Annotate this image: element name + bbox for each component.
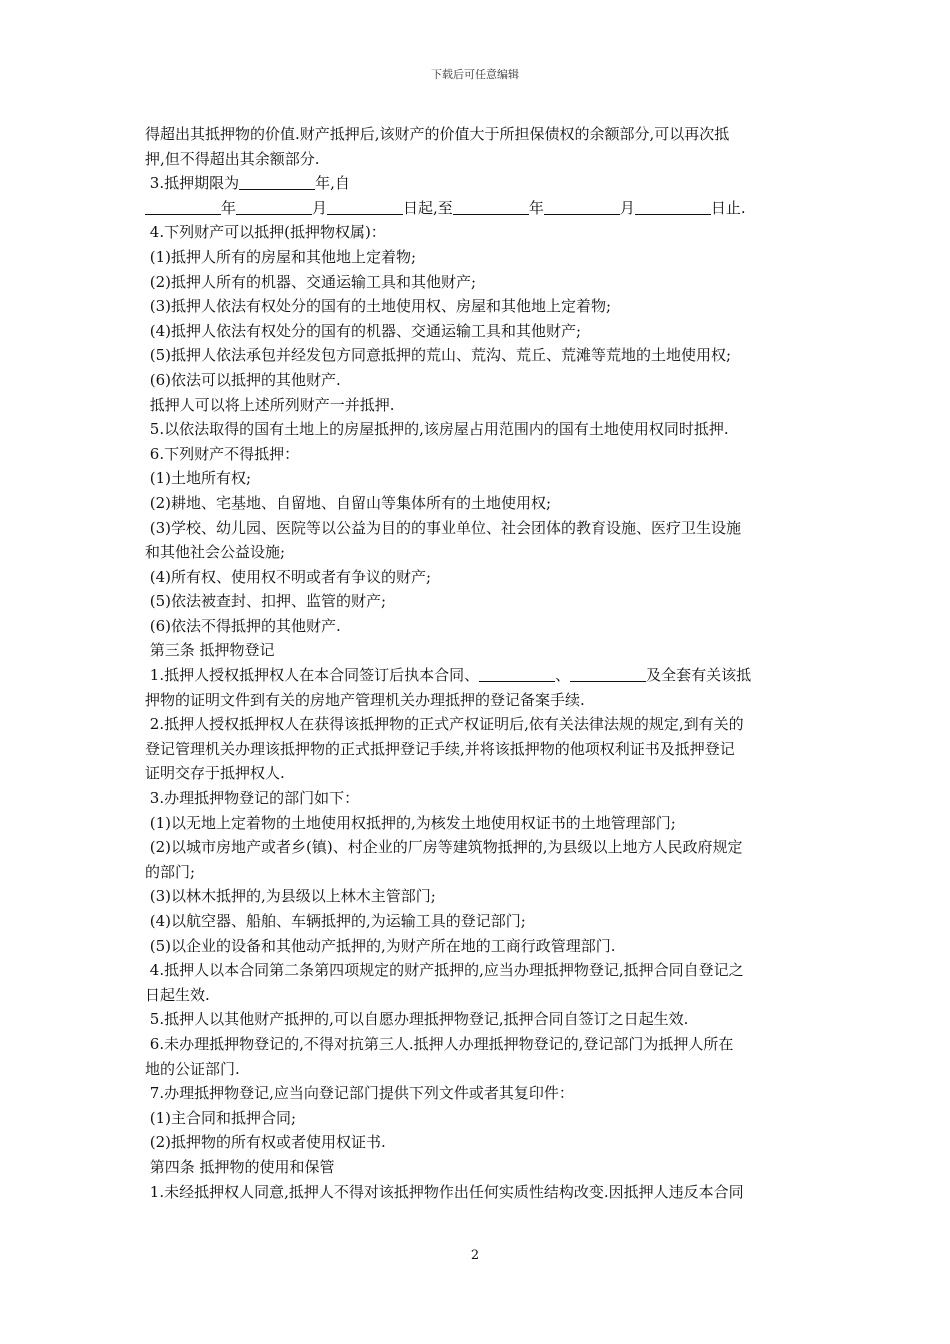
paragraph-line: 证明交存于抵押权人. xyxy=(145,764,285,783)
paragraph-line: 4.抵押人以本合同第二条第四项规定的财产抵押的,应当办理抵押物登记,抵押合同自登记之 xyxy=(145,961,744,980)
paragraph-line: (1)主合同和抵押合同; xyxy=(145,1108,297,1127)
label-end-day: 日止. xyxy=(710,198,746,217)
blank-end-month[interactable] xyxy=(544,198,620,215)
paragraph-line: (6)依法可以抵押的其他财产. xyxy=(145,370,341,389)
term-line xyxy=(145,171,807,196)
paragraph-line: (1)抵押人所有的房屋和其他地上定着物; xyxy=(145,247,417,266)
paragraph-line: 和其他社会公益设施; xyxy=(145,543,286,562)
label-month: 月 xyxy=(312,198,328,217)
paragraph-line: (5)以企业的设备和其他动产抵押的,为财产所在地的工商行政管理部门. xyxy=(145,936,616,955)
paragraph-line: (4)所有权、使用权不明或者有争议的财产; xyxy=(145,567,432,586)
separator: 、 xyxy=(555,666,571,685)
page-header: 下载后可任意编辑 xyxy=(431,68,519,81)
paragraph-line: 的部门; xyxy=(145,862,196,881)
paragraph-line: (3)以林木抵押的,为县级以上林木主管部门; xyxy=(145,887,436,906)
page-number: 2 xyxy=(470,1248,480,1263)
document-body xyxy=(145,122,807,1204)
paragraph-line: (1)以无地上定着物的土地使用权抵押的,为核发土地使用权证书的土地管理部门; xyxy=(145,813,676,832)
paragraph-line: (6)依法不得抵押的其他财产. xyxy=(145,616,341,635)
section-heading: 第三条 抵押物登记 xyxy=(145,641,275,660)
paragraph-line: 日起生效. xyxy=(145,985,210,1004)
paragraph-line: 5.抵押人以其他财产抵押的,可以自愿办理抵押物登记,抵押合同自签订之日起生效. xyxy=(145,1010,689,1029)
term-label: 3.抵押期限为 xyxy=(145,174,240,193)
paragraph-line: 登记管理机关办理该抵押物的正式抵押登记手续,并将该抵押物的他项权利证书及抵押登记 xyxy=(145,739,735,758)
section-heading: 第四条 抵押物的使用和保管 xyxy=(145,1157,335,1176)
documents-line xyxy=(145,663,807,688)
paragraph-line: (5)抵押人依法承包并经发包方同意抵押的荒山、荒沟、荒丘、荒滩等荒地的土地使用权; xyxy=(145,346,732,365)
paragraph-line: 6.未办理抵押物登记的,不得对抗第三人.抵押人办理抵押物登记的,登记部门为抵押人所在 xyxy=(145,1034,734,1053)
paragraph-line: 押,但不得超出其余额部分. xyxy=(145,149,320,168)
paragraph-line: 抵押人可以将上述所列财产一并抵押. xyxy=(145,395,395,414)
blank-start-day[interactable] xyxy=(327,198,403,215)
term-from-label: 年,自 xyxy=(315,174,350,193)
paragraph-line: 3.办理抵押物登记的部门如下： xyxy=(145,789,360,808)
paragraph-line: 得超出其抵押物的价值.财产抵押后,该财产的价值大于所担保债权的余额部分,可以再次抵 xyxy=(145,125,730,143)
documents-tail: 及全套有关该抵 xyxy=(646,666,752,685)
blank-years[interactable] xyxy=(239,173,315,190)
label-month: 月 xyxy=(619,198,635,217)
paragraph-line: (3)学校、幼儿园、医院等以公益为目的的事业单位、社会团体的教育设施、医疗卫生设施 xyxy=(145,518,742,537)
blank-end-day[interactable] xyxy=(635,198,711,215)
paragraph-line: 7.办理抵押物登记,应当向登记部门提供下列文件或者其复印件： xyxy=(145,1084,574,1103)
paragraph-line: (2)抵押物的所有权或者使用权证书. xyxy=(145,1133,386,1152)
blank-document-1[interactable] xyxy=(479,665,555,682)
label-year: 年 xyxy=(528,198,544,217)
paragraph-line: (5)依法被查封、扣押、监管的财产; xyxy=(145,592,387,611)
paragraph-line: 4.下列财产可以抵押(抵押物权属)： xyxy=(145,223,386,242)
label-start-day: 日起,至 xyxy=(403,198,453,217)
paragraph-line: 地的公证部门. xyxy=(145,1059,240,1078)
blank-start-year[interactable] xyxy=(145,198,221,215)
paragraph-line: 押物的证明文件到有关的房地产管理机关办理抵押的登记备案手续. xyxy=(145,690,585,709)
paragraph-line: (4)以航空器、船舶、车辆抵押的,为运输工具的登记部门; xyxy=(145,912,526,930)
paragraph-line: (2)抵押人所有的机器、交通运输工具和其他财产; xyxy=(145,272,477,291)
blank-document-2[interactable] xyxy=(570,665,646,682)
paragraph-line: (1)土地所有权; xyxy=(145,469,252,488)
paragraph-line: 1.未经抵押权人同意,抵押人不得对该抵押物作出任何实质性结构改变.因抵押人违反本合同 xyxy=(145,1182,744,1201)
paragraph-line: 2.抵押人授权抵押权人在获得该抵押物的正式产权证明后,依有关法律法规的规定,到有关的 xyxy=(145,715,744,734)
blank-start-month[interactable] xyxy=(236,198,312,215)
label-year: 年 xyxy=(221,198,237,217)
paragraph-line: (2)以城市房地产或者乡(镇)、村企业的厂房等建筑物抵押的,为县级以上地方人民政府规定 xyxy=(145,838,743,857)
blank-end-year[interactable] xyxy=(453,198,529,215)
documents-label: 1.抵押人授权抵押权人在本合同签订后执本合同、 xyxy=(145,666,480,685)
paragraph-line: (2)耕地、宅基地、自留地、自留山等集体所有的土地使用权; xyxy=(145,493,552,512)
paragraph-line: 6.下列财产不得抵押： xyxy=(145,444,300,463)
date-range-line xyxy=(145,196,807,221)
paragraph-line: (4)抵押人依法有权处分的国有的机器、交通运输工具和其他财产; xyxy=(145,321,582,340)
paragraph-line: (3)抵押人依法有权处分的国有的土地使用权、房屋和其他地上定着物; xyxy=(145,297,612,316)
paragraph-line: 5.以依法取得的国有土地上的房屋抵押的,该房屋占用范围内的国有土地使用权同时抵押. xyxy=(145,420,729,439)
